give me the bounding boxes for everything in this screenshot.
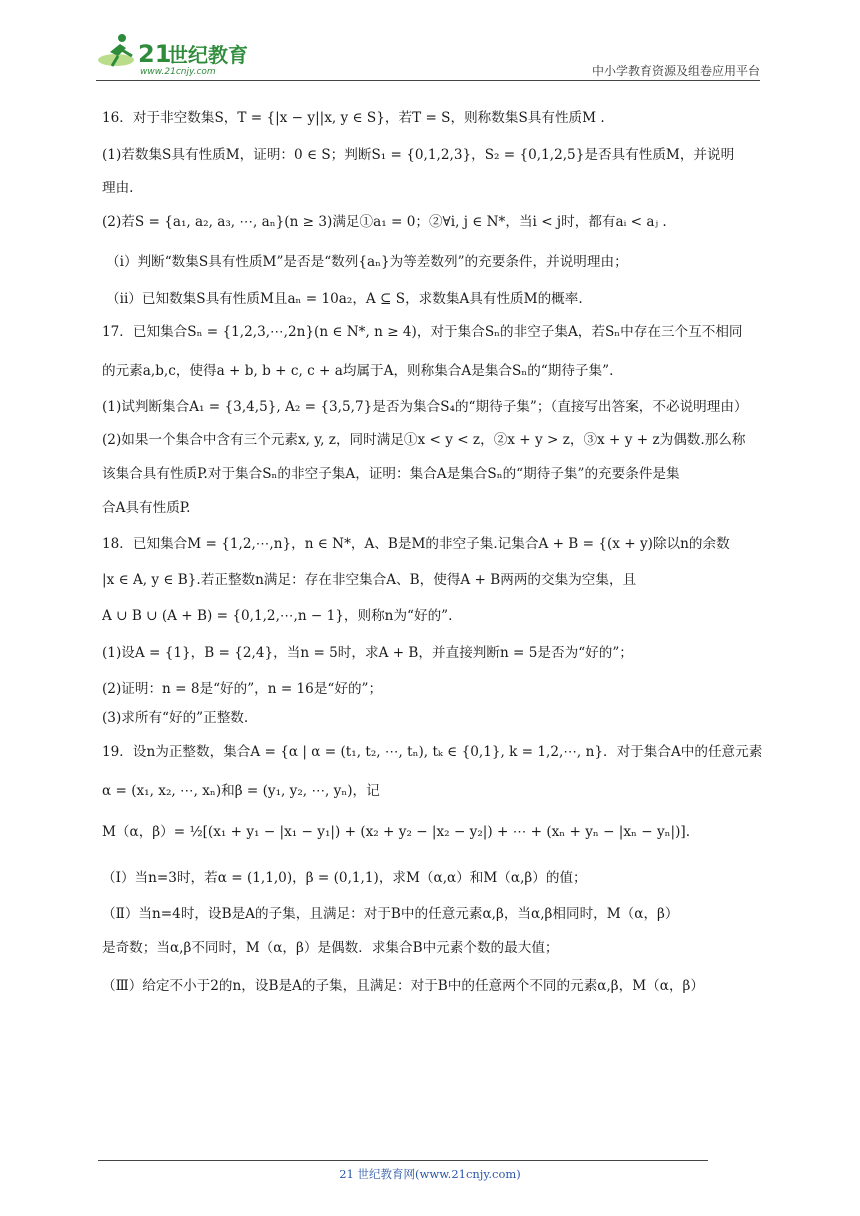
text-line: 18．已知集合M = {1,2,⋯,n}，n ∈ N*，A、B是M的非空子集.记集合A + B = {(x + y)除以n的余数 <box>102 536 730 552</box>
text-line: (2)若S = {a₁, a₂, a₃, ⋯, aₙ}(n ≥ 3)满足①a₁ = 0；②∀i, j ∈ N*，当i < j时，都有aᵢ < aⱼ . <box>102 214 667 230</box>
svg-text:www.21cnjy.com: www.21cnjy.com <box>140 67 216 77</box>
footer-text[interactable]: 21 世纪教育网(www.21cnjy.com) <box>339 1167 521 1181</box>
svg-text:21: 21 <box>138 40 172 68</box>
text-line: 合A具有性质P. <box>102 500 191 516</box>
text-line: 17．已知集合Sₙ = {1,2,3,⋯,2n}(n ∈ N*, n ≥ 4)，对于集合Sₙ的非空子集A，若Sₙ中存在三个互不相同 <box>102 324 743 340</box>
text-line: 该集合具有性质P.对于集合Sₙ的非空子集A，证明：集合A是集合Sₙ的“期待子集”的充要条件是集 <box>102 466 680 482</box>
text-line: α = (x₁, x₂, ⋯, xₙ)和β = (y₁, y₂, ⋯, yₙ)，记 <box>102 783 380 799</box>
text-line: （i）判断“数集S具有性质M”是否是“数列{aₙ}为等差数列”的充要条件，并说明理由； <box>106 254 628 270</box>
footer-divider <box>98 1160 708 1161</box>
text-line: （ii）已知数集S具有性质M且aₙ = 10a₂，A ⊆ S，求数集A具有性质M的概率. <box>106 291 583 307</box>
text-line: （Ⅲ）给定不小于2的n，设B是A的子集，且满足：对于B中的任意两个不同的元素α,β，M（α，β） <box>102 978 704 994</box>
header-platform-text: 中小学教育资源及组卷应用平台 <box>591 64 760 78</box>
header-divider <box>96 80 760 81</box>
text-line: (2)如果一个集合中含有三个元素x, y, z，同时满足①x < y < z，②x + y > z，③x + y + z为偶数.那么称 <box>102 432 746 448</box>
text-line: （Ⅱ）当n=4时，设B是A的子集，且满足：对于B中的任意元素α,β，当α,β相同时，M（α，β） <box>102 906 679 922</box>
text-line: 的元素a,b,c，使得a + b, b + c, c + a均属于A，则称集合A是集合Sₙ的“期待子集”. <box>102 363 614 379</box>
text-line: （Ⅰ）当n=3时，若α = (1,1,0)，β = (0,1,1)，求M（α,α）和M（α,β）的值； <box>102 870 587 886</box>
text-line: (1)若数集S具有性质M，证明：0 ∈ S；判断S₁ = {0,1,2,3}，S₂ = {0,1,2,5}是否具有性质M，并说明 <box>102 147 735 163</box>
text-line: M（α，β）= ½[(x₁ + y₁ − |x₁ − y₁|) + (x₂ + y₂ − |x₂ − y₂|) + ⋯ + (xₙ + yₙ − |xₙ − yₙ|)]. <box>102 824 691 840</box>
text-line: 16．对于非空数集S，T = {|x − y||x, y ∈ S}，若T = S，则称数集S具有性质M . <box>102 110 605 126</box>
svg-text:世纪教育: 世纪教育 <box>168 43 248 67</box>
text-line: (1)试判断集合A₁ = {3,4,5}, A₂ = {3,5,7}是否为集合S₄的“期待子集”；（直接写出答案，不必说明理由） <box>102 399 748 415</box>
text-line: (1)设A = {1}，B = {2,4}，当n = 5时，求A + B，并直接判断n = 5是否为“好的”； <box>102 645 633 661</box>
text-line: A ∪ B ∪ (A + B) = {0,1,2,⋯,n − 1}，则称n为“好的”. <box>102 608 453 624</box>
text-line: 理由. <box>102 180 134 196</box>
text-line: 19．设n为正整数，集合A = {α | α = (t₁, t₂, ⋯, tₙ), tₖ ∈ {0,1}, k = 1,2,⋯, n}．对于集合A中的任意元素 <box>102 744 763 760</box>
text-line: (2)证明：n = 8是“好的”，n = 16是“好的”； <box>102 681 383 697</box>
text-line: |x ∈ A, y ∈ B}.若正整数n满足：存在非空集合A、B，使得A + B两两的交集为空集，且 <box>102 572 637 588</box>
text-line: 是奇数；当α,β不同时，M（α，β）是偶数．求集合B中元素个数的最大值； <box>102 940 559 956</box>
logo-icon <box>96 30 266 78</box>
text-line: (3)求所有“好的”正整数. <box>102 710 249 726</box>
page-header <box>96 30 760 82</box>
